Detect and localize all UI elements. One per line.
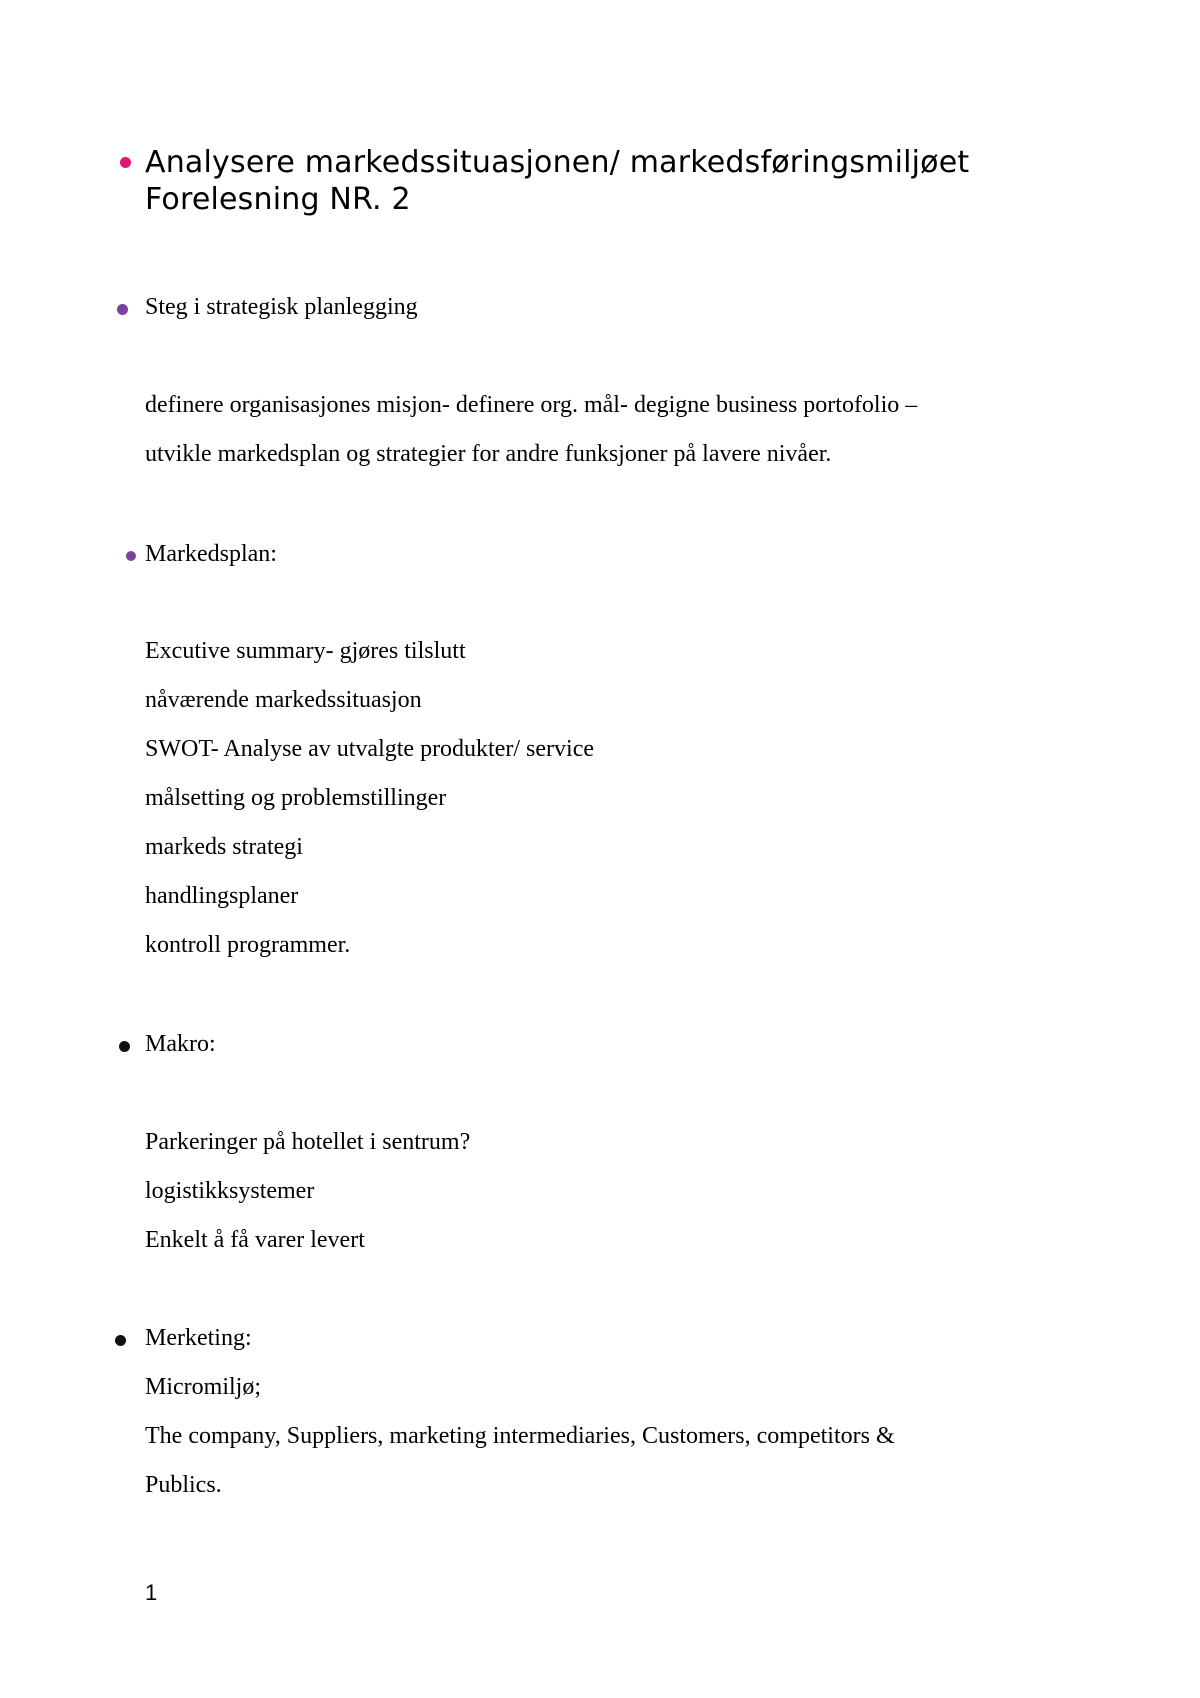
section-bullet-icon xyxy=(119,1041,130,1052)
section-body-line: Parkeringer på hotellet i sentrum? xyxy=(145,1129,471,1155)
section-body-line: markeds strategi xyxy=(145,834,303,860)
section-heading-marketing-plan: Markedsplan: xyxy=(145,541,277,567)
section-bullet-icon xyxy=(126,551,136,561)
document-title-line-2: Forelesning NR. 2 xyxy=(145,182,411,217)
section-body-line: handlingsplaner xyxy=(145,883,299,909)
section-body-line: nåværende markedssituasjon xyxy=(145,687,422,713)
section-bullet-icon xyxy=(115,1335,126,1346)
section-body-line: Excutive summary- gjøres tilslutt xyxy=(145,638,466,664)
section-body-line: definere organisasjones misjon- definere org. mål- degigne business portofolio – xyxy=(145,392,918,418)
section-body-line: SWOT- Analyse av utvalgte produkter/ service xyxy=(145,736,594,762)
section-body-line: Enkelt å få varer levert xyxy=(145,1227,365,1253)
section-body-line: utvikle markedsplan og strategier for andre funksjoner på lavere nivåer. xyxy=(145,441,832,467)
section-body-line: The company, Suppliers, marketing intermediaries, Customers, competitors & xyxy=(145,1423,895,1449)
page-number: 1 xyxy=(145,1580,158,1605)
section-body-line: logistikksystemer xyxy=(145,1178,315,1204)
title-bullet-icon xyxy=(120,157,131,168)
section-heading-strategic-planning: Steg i strategisk planlegging xyxy=(145,294,418,320)
section-heading-marketing: Merketing: xyxy=(145,1325,252,1351)
section-body-line: kontroll programmer. xyxy=(145,932,351,958)
section-bullet-icon xyxy=(117,304,128,315)
section-body-line: Micromiljø; xyxy=(145,1374,261,1400)
section-heading-macro: Makro: xyxy=(145,1031,216,1057)
section-body-line: Publics. xyxy=(145,1472,222,1498)
document-title-line-1: Analysere markedssituasjonen/ markedsføringsmiljøet xyxy=(145,145,970,180)
section-body-line: målsetting og problemstillinger xyxy=(145,785,447,811)
